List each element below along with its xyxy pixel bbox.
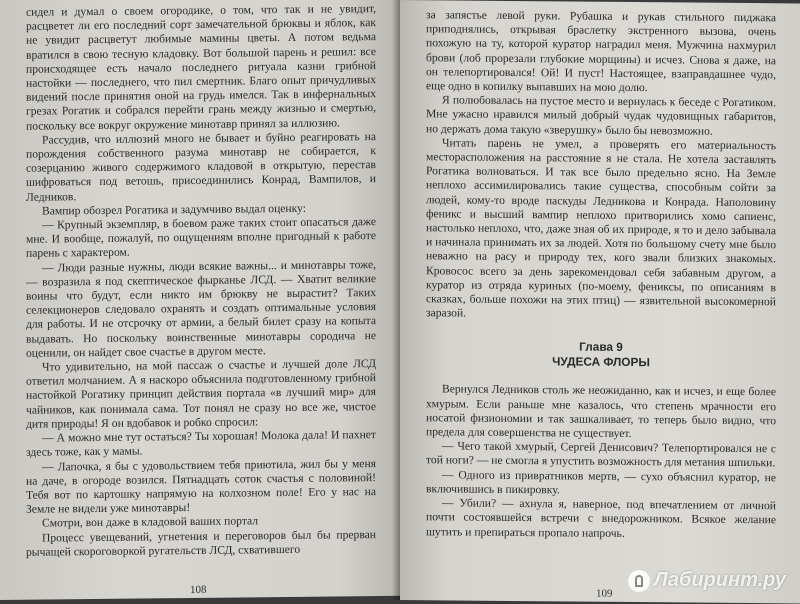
paragraph: Я полюбовалась на пустое место и вернулась к беседе с Рогатиком. Мне ужасно нравился милый добрый чудак чудовищных габаритов, но держать дома такую «зверушку» было бы невозможно. — [426, 93, 776, 138]
paragraph: сидел и думал о своем огородике, о том, что так и не увидит, расцветет ли его последний сорт замечательной брюквы и яблок, как не увидит расцветут любимые мамины цветы. А потом ведьма вратился в свою тесную кладовку. Вот большой парень и решил: все происходящее есть начало последнего ритуала казни грибной настойки — последнего, что пил смертник. Благо опыт причудливых видений после принятия оной на грудь имелся. Так в инфернальных грезах Рогатик и собрался перейти грань между жизнью и смертью, поскольку все вокруг окружение минотавр принял за иллюзию. — [26, 2, 376, 133]
paragraph: Процесс увещеваний, угнетения и переговоров был бы прерван рычащей скороговоркой ругательств ЛСД, схватившего — [26, 527, 376, 559]
watermark — [628, 569, 786, 592]
paragraph: Смотри, вон даже в кладовой ваших портал — [42, 514, 259, 530]
right-page — [400, 0, 800, 603]
paragraph: — Люди разные нужны, люди всякие важны... и минотавры тоже, — возразила я под скептическое фырканье ЛСД. — Хватит великие воины что будут, если никто им брюкву не вырастит? Таких селекционеров следовало охранять и создать оптимальные условия для работы. И не отсрочку от армии, а белый билет сразу на копыта выдавать. Но поскольку воинственные минотавры сородича не оценили, он найдет свое счастье в другом месте. — [26, 257, 376, 360]
chapter-title: ЧУДЕСА ФЛОРЫ — [552, 354, 650, 370]
left-page-number: 108 — [190, 583, 207, 597]
right-page-text-bottom — [426, 383, 776, 542]
paragraph: Вампир обозрел Рогатика и задумчиво выдал оценку: — [42, 201, 306, 218]
paragraph: Читать парень не умел, а проверять его материальность месторасположения на расстояние я не стала. Не хотела заставлять Рогатика волноваться. И так все было предельно ясно. На Земле неплохо ассимилировались такие существа, способным сойти за людей, кому-то вроде паскуды Ледникова и Конрада. Наполовину феникс и высший вампир неплохо притворились хомо сапиенс, настолько неплохо, что, даже зная об их природе, я то и дело забывала и начинала принимать их за людей. Хотя по большому счету мне было неважно на расу и природу тех, кого звали близких знакомых. Кровосос всего за день зарекомендовал себя забавным другом, а куратор из отряда куриных (по-моему, фениксы, по описаниям в сказках, больше похожи на этих птиц) — язвительной высокомерной заразой. — [426, 136, 776, 320]
labirint-logo-icon — [628, 570, 650, 592]
right-page-number: 109 — [596, 587, 613, 600]
left-page — [0, 0, 400, 600]
paragraph: — Крупный экземпляр, в боевом раже таких стоит опасаться даже мне. И вообще, пожалуй, по ощущениям вполне пригодный к работе парень с характером. — [26, 215, 376, 261]
paragraph: за запястье левой руки. Рубашка и рукав стильного пиджака приподнялись, открывая браслетку экстренного вызова, очень похожую на ту, которой куратор наградил меня. Мужчина нахмурил брови (лоб прорезали глубокие морщины) и исчез. Снова я даже, на он телепортировался! Ой! И пуст! Настоящее, взаправдашнее чудо, еще одно в копилку выпавших на мою долю. — [426, 8, 776, 95]
watermark-text: Лабиринт.ру — [653, 569, 786, 591]
paragraph: Что удивительно, на мой пассаж о счастье и лучшей доле ЛСД ответил молчанием. А я наскоро объяснила подготовленному грибной настойкой Рогатику принцип действия портала «в лучший мир» для чайников, как понимала сама. Тот понял не сразу но все же, чистое дитя природы! Я он вдобавок и робко спросил: — [26, 357, 376, 431]
paragraph: Рассудив, что иллюзий много не бывает и буйно реагировать на порождения собственного разума минотавр не собирается, к созерцанию живого содержимого кладовой в открытую, перестав шифроваться под ветошь, присоединились Конрад, Вампилов, и Ледников. — [26, 129, 376, 204]
paragraph: — А можно мне тут остаться? Ты хорошая! Молока дала! И пахнет здесь тоже, как у мамы. — [26, 428, 376, 460]
paragraph: — Убили? — ахнула я, наверное, под впечатлением от личной почти состоявшейся встречи с внедорожником. Всякое желание шутить и препираться пропало напрочь. — [426, 496, 776, 540]
paragraph: — Лапочка, я бы с удовольствием тебя приютила, жил бы у меня на даче, в огороде возился. Пятнадцать соток счастья с половиной! Тебя вот по картошку напрямую на колхозном поле! Его у нас на Земле не видели уже минотавры! — [26, 456, 376, 516]
paragraph: — Одного из привратников мертв, — сухо объяснил куратор, не включившись в пикировку. — [426, 468, 776, 497]
paragraph: Вернулся Ледников столь же неожиданно, как и исчез, и еще более хмурым. Если раньше мне казалось, что степень мрачности его носатой физиономии и так зашкаливает, то теперь было видно, что предела для совершенства не существует. — [426, 382, 776, 441]
paragraph: — Чего такой хмурый, Сергей Денисович? Телепортировался не с той ноги? — не смогла я упустить возможность для метания шпильки. — [426, 439, 776, 470]
chapter-heading — [426, 339, 776, 372]
chapter-number: Глава 9 — [579, 340, 623, 355]
left-page-text — [26, 2, 376, 560]
right-page-text-top — [426, 8, 776, 324]
